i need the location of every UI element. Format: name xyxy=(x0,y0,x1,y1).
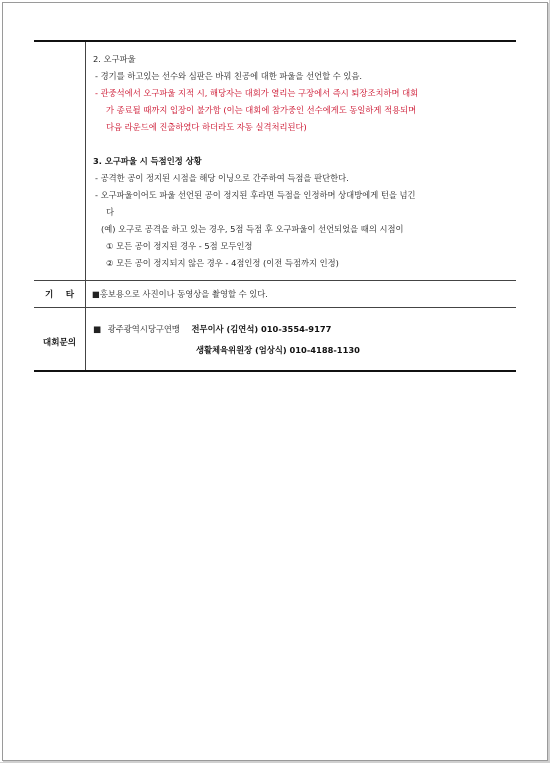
section2-heading: 2. 오구파울 xyxy=(93,54,136,64)
inquiry-label-cell xyxy=(34,308,86,372)
etc-label-b: 타 xyxy=(65,290,74,300)
etc-label-a: 기 xyxy=(45,290,54,300)
section3-heading: 3. 오구파울 시 득점인정 상황 xyxy=(93,156,202,166)
rules-content-cell xyxy=(86,41,517,281)
section3-line: - 공격한 공이 정지된 시점을 해당 이닝으로 간주하여 득점을 판단한다. xyxy=(95,173,349,183)
section2-red-line: - 관중석에서 오구파울 지적 시, 해당자는 대회가 열리는 구장에서 즉시 퇴장조치하며 대회 xyxy=(95,88,419,98)
spacer xyxy=(93,136,510,153)
inquiry-content-cell xyxy=(86,308,517,372)
bullet-square: ■ xyxy=(93,325,102,335)
inquiry-contact-2: 생활체육위원장 (엄상식) 010-4188-1130 xyxy=(196,345,360,355)
section2-red-line: 다음 라운드에 진출하였다 하더라도 자동 실격처리된다) xyxy=(106,122,307,132)
inquiry-org: 광주광역시당구연맹 xyxy=(107,324,180,334)
etc-text: ■홍보용으로 사진이나 동영상을 촬영할 수 있다. xyxy=(92,289,268,299)
rules-row xyxy=(34,41,516,281)
etc-label-cell xyxy=(34,281,86,308)
etc-row xyxy=(34,281,516,308)
inquiry-label: 대회문의 xyxy=(42,337,77,348)
etc-content-cell xyxy=(86,281,517,308)
rules-label-cell xyxy=(34,41,86,281)
section2-red-line: 가 종료될 때까지 입장이 불가함 (이는 대회에 참가중인 선수에게도 동일하게 적용되며 xyxy=(106,105,417,115)
section3-line: 다 xyxy=(106,207,115,217)
section3-example-item: ① 모든 공이 정지된 경우 - 5점 모두인정 xyxy=(106,241,253,251)
inquiry-contact-1: 전무이사 (김연석) 010-3554-9177 xyxy=(191,324,332,334)
section3-example-item: ② 모든 공이 정지되지 않은 경우 - 4점인정 (이전 득점까지 인정) xyxy=(106,258,339,268)
section2-line: - 경기를 하고있는 선수와 심판은 바꿔 친공에 대한 파울을 선언할 수 있음. xyxy=(95,71,363,81)
section3-example: (예) 오구로 공격을 하고 있는 경우, 5점 득점 후 오구파울이 선언되었을 때의 시점이 xyxy=(101,224,404,234)
document-table xyxy=(34,40,516,372)
inquiry-row xyxy=(34,308,516,372)
section3-line: - 오구파울이어도 파울 선언된 공이 정지된 후라면 득점을 인정하며 상대방에게 턴을 넘긴 xyxy=(95,190,416,200)
